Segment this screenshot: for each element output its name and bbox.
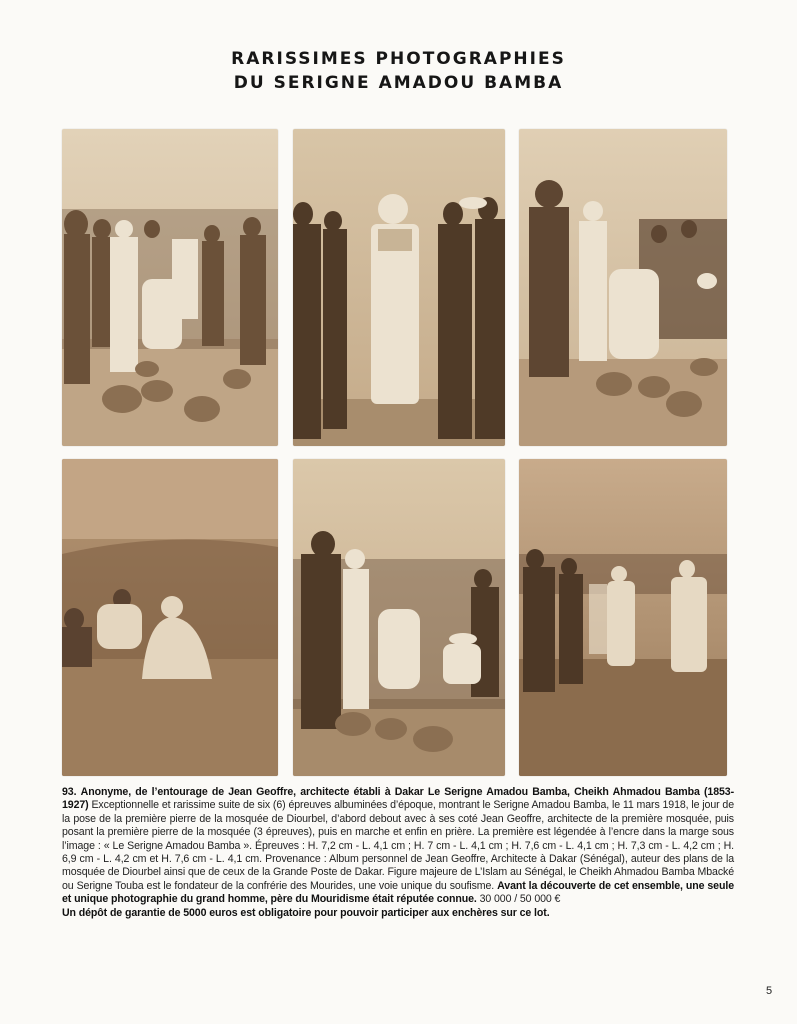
photo-6-procession (519, 459, 727, 776)
photo-2-serigne-standing (293, 129, 505, 446)
lot-heading: Anonyme, de l’entourage de Jean Geoffre, architecte établi à Dakar Le Serigne Amadou Bamba, Cheikh Ahmadou Bamba (1853-1927) (62, 786, 735, 812)
lot-highlight: Avant la découverte de cet ensemble, une seule et unique photographie du grand homme, père du Mouridisme était réputée connue. (62, 879, 734, 906)
lot-description: Exceptionnelle et rarissime suite de six (6) épreuves albuminées d’époque, montrant le Serigne Amadou Bamba, le 11 mars 1918, le jour de la pose de la première pierre de la mosquée de Diourbel, d’abord debout avec à ses coté Jean Geoffre, architecte de la première mosquée, puis posant la première pierre de la mosquée (3 épreuves), puis en marche et enfin en prière. La première est légendée à l’encre dans la marge sous l’image : « Le Serigne Amadou Bamba ». Épreuves : H. 7,2 cm - L. 4,1 cm ; H. 7 cm - L. 4,1 cm ; H. 7,6 cm - L. 4,1 cm ; H. 7,3 cm - L. 4,2 cm ; H. 6,9 cm - L. 4,2 cm et H. 7,6 cm - L. 4,1 cm. Provenance : Album personnel de Jean Geoffre, Architecte à Dakar (Sénégal), auteur des plans de la mosquée de Diourbel ainsi que de ceux de la Grande Poste de Dakar. Figure majeure de L’Islam au Sénégal, le Cheikh Ahmadou Bamba Mbacké ou Serigne Touba est le fondateur de la confrérie des Mourides, une voie unique du soufisme. (62, 799, 734, 892)
photo-3-laying-stone (519, 129, 727, 446)
lot-deposit: Un dépôt de garantie de 5000 euros est obligatoire pour pouvoir participer aux enchères sur ce lot. (62, 906, 550, 919)
title-line-1: RARISSIMES PHOTOGRAPHIES (231, 49, 566, 69)
page-number: 5 (766, 985, 773, 997)
lot-number: 93. (62, 786, 77, 798)
page-title (0, 47, 797, 95)
lot-caption (62, 786, 734, 920)
photo-5-crowd-stones (293, 459, 505, 776)
photo-4-seated-prayer (62, 459, 278, 776)
title-line-2: DU SERIGNE AMADOU BAMBA (233, 73, 564, 93)
lot-estimate: 30 000 / 50 000 € (479, 893, 561, 906)
photo-1-standing-group (62, 129, 278, 446)
